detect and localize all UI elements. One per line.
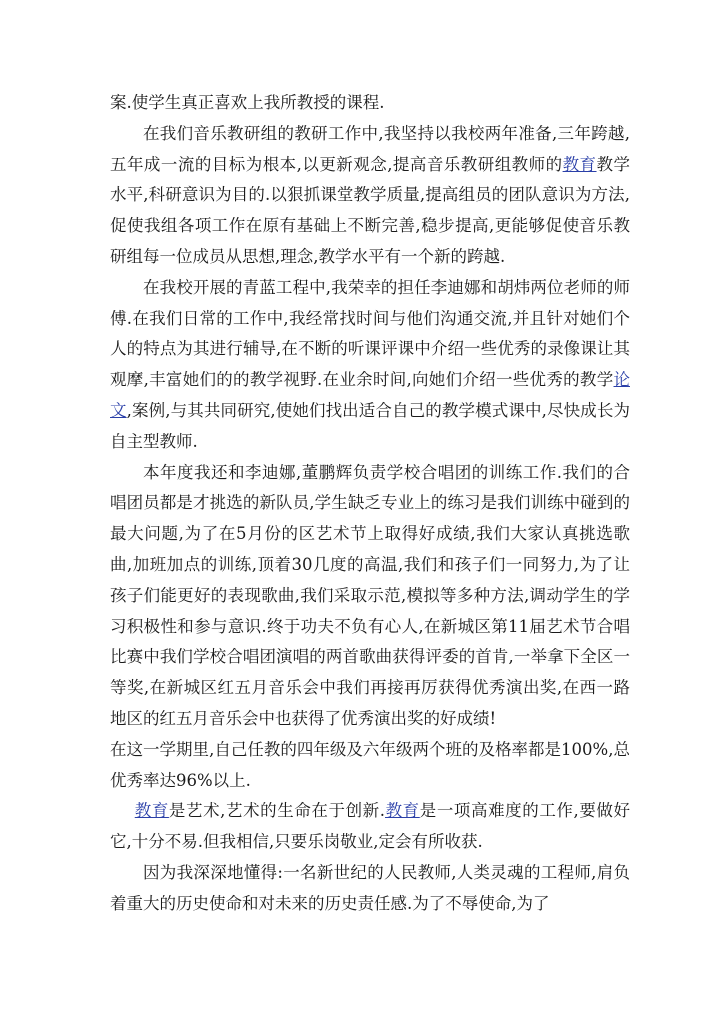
link-education[interactable]: 教育 bbox=[562, 154, 597, 174]
paragraph-3-text-after: ,案例,与其共同研究,使她们找出适合自己的教学模式课中,尽快成长为自主型教师. bbox=[110, 400, 630, 451]
paragraph-7: 因为我深深地懂得:一名新世纪的人民教师,人类灵魂的工程师,肩负着重大的历史使命和对未来的历史责任感.为了不辱使命,为了 bbox=[110, 862, 630, 913]
paragraph-4: 本年度我还和李迪娜,董鹏辉负责学校合唱团的训练工作.我们的合唱团员都是才挑选的新队员,学生缺乏专业上的练习是我们训练中碰到的最大问题,为了在5月份的区艺术节上取得好成绩,我们大家认真挑选歌曲,加班加点的训练,顶着30几度的高温,我们和孩子们一同努力,为了让孩子们能更好的表现歌曲,我们采取示范,模拟等多种方法,调动学生的学习积极性和参与意识.终于功夫不负有心人,在新城区第11届艺术节合唱比赛中我们学校合唱团演唱的两首歌曲获得评委的首肯,一举拿下全区一等奖,在新城区红五月音乐会中我们再接再厉获得优秀演出奖,在西一路地区的红五月音乐会中也获得了优秀演出奖的好成绩! bbox=[110, 462, 630, 728]
document-page bbox=[110, 88, 630, 920]
paragraph-6-text-mid: 是艺术,艺术的生命在于创新. bbox=[168, 801, 385, 821]
paragraph-6 bbox=[110, 796, 630, 858]
link-thesis[interactable]: 论文 bbox=[110, 370, 630, 420]
paragraph-3-text-before: 在我校开展的青蓝工程中,我荣幸的担任李迪娜和胡炜两位老师的师傅.在我们日常的工作中,我经常找时间与他们沟通交流,并且针对她们个人的特点为其进行辅导,在不断的听课评课中介绍一些优秀的录像课让其观摩,丰富她们的的教学视野.在业余时间,向她们介绍一些优秀的教学 bbox=[110, 277, 630, 390]
paragraph-6-text-after: 是一项高难度的工作,要做好它,十分不易.但我相信,只要乐岗敬业,定会有所收获. bbox=[110, 801, 630, 852]
link-education-2[interactable]: 教育 bbox=[134, 801, 169, 821]
paragraph-3 bbox=[110, 273, 630, 458]
paragraph-2-text-after: 教学水平,科研意识为目的.以狠抓课堂教学质量,提高组员的团队意识为方法,促使我组各项工作在原有基础上不断完善,稳步提高,更能够促使音乐教研组每一位成员从思想,理念,教学水平有一个新的跨越. bbox=[110, 154, 630, 266]
paragraph-2-text-before: 在我们音乐教研组的教研工作中,我坚持以我校两年准备,三年跨越,五年成一流的目标为根本,以更新观念,提高音乐教研组教师的 bbox=[110, 123, 630, 174]
paragraph-5: 在这一学期里,自己任教的四年级及六年级两个班的及格率都是100%,总优秀率达96%以上. bbox=[110, 739, 630, 790]
paragraph-2 bbox=[110, 119, 630, 273]
paragraph-1: 案.使学生真正喜欢上我所教授的课程. bbox=[110, 93, 385, 112]
link-education-3[interactable]: 教育 bbox=[385, 801, 420, 821]
